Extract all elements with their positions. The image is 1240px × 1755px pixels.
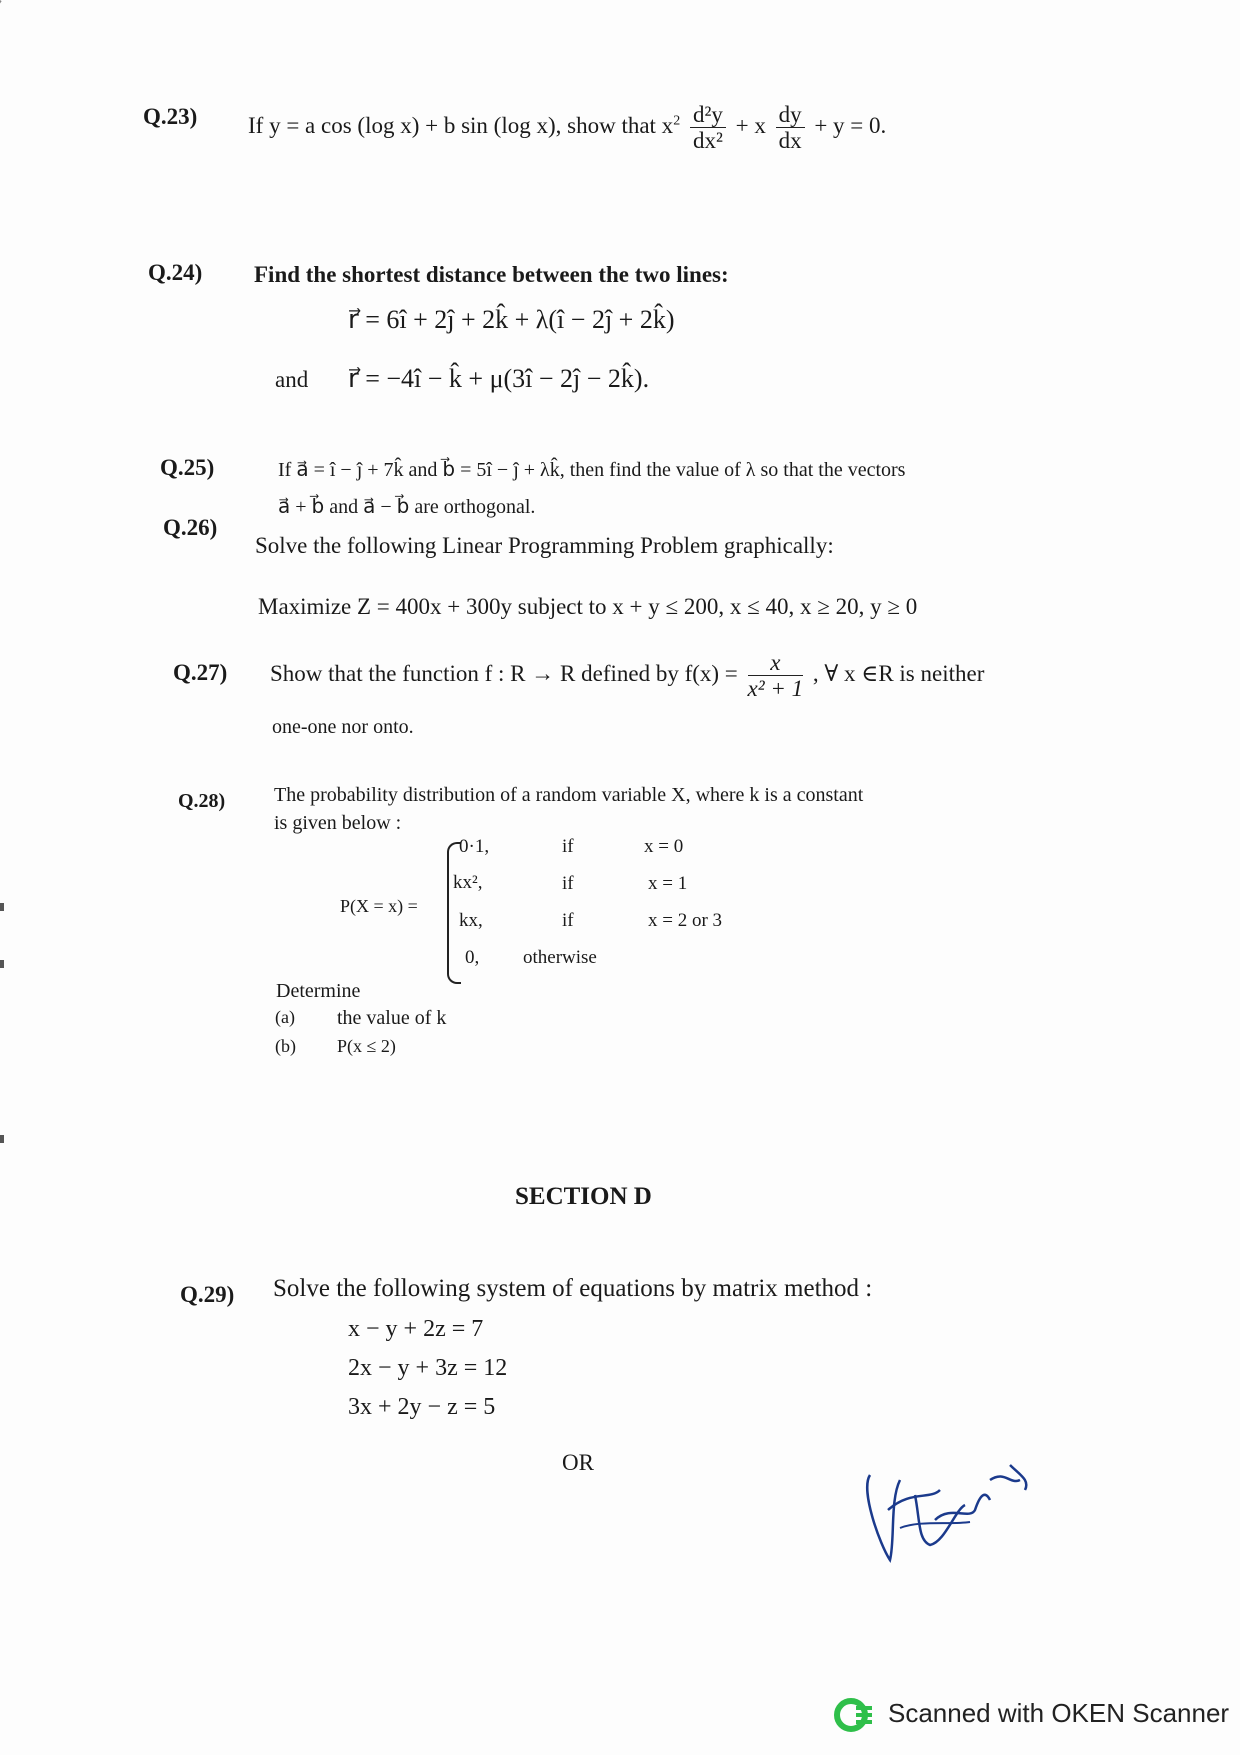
part-b-label: (b) [275, 1036, 296, 1056]
part-b-text: P(x ≤ 2) [337, 1036, 396, 1056]
pmf-value: 0·1, [459, 836, 490, 857]
pmf-condition: otherwise [523, 947, 597, 968]
question-text: Maximize Z = 400x + 300y subject to x + y ≤ 200, x ≤ 40, x ≥ 20, y ≥ 0 [258, 594, 918, 619]
pmf-condition: if [562, 836, 574, 857]
question-number: Q.25) [160, 455, 215, 480]
scanner-watermark: Scanned with OKEN Scanner [888, 1698, 1230, 1728]
equation-1: x − y + 2z = 7 [348, 1316, 484, 1342]
fraction: $\frac{x}{\text{x² + 1}}$ [747, 650, 804, 702]
question-text: one-one nor onto. [272, 716, 414, 738]
scan-edge-mark [0, 960, 4, 968]
scan-edge-mark [0, 903, 4, 911]
question-text: If y = a cos (log x) + b sin (log x), show that $x^2$ $\frac{\text{d²y}}{\text{dx²}}$ + x $\frac{dy}{dx}$ + y = 0. [248, 102, 887, 154]
pmf-lhs: P(X = x) = [340, 896, 418, 916]
question-number: Q.26) [163, 515, 218, 540]
or-label: OR [562, 1450, 594, 1475]
pmf-x: x = 0 [644, 836, 684, 857]
scan-edge-line [0, 0, 2, 34]
question-number: Q.29) [180, 1282, 235, 1307]
fraction: $\frac{dy}{dx}$ [776, 102, 805, 154]
pmf-x: x = 1 [648, 873, 688, 894]
equation-line-1: r⃗ = 6î + 2ĵ + 2k̂ + λ(î − 2ĵ + 2k̂) [348, 305, 675, 334]
question-number: Q.24) [148, 260, 203, 285]
question-text: If a⃗ = î − ĵ + 7k̂ and b⃗ = 5î − ĵ + λk̂, then find the value of λ so that the vectors [278, 459, 906, 481]
pmf-value: kx², [453, 872, 483, 893]
question-number: Q.28) [178, 790, 226, 812]
handwritten-signature [860, 1450, 1040, 1570]
question-number: Q.27) [173, 660, 228, 685]
question-number: Q.23) [143, 104, 198, 129]
pmf-condition: if [562, 910, 574, 931]
scan-edge-mark [0, 1135, 4, 1143]
question-text: Solve the following system of equations by matrix method : [273, 1275, 873, 1302]
question-text: is given below : [274, 812, 402, 834]
fraction: $\frac{\text{d²y}}{\text{dx²}}$ [690, 102, 726, 154]
section-heading: SECTION D [515, 1183, 652, 1210]
oken-scanner-logo-icon [834, 1696, 874, 1734]
and-label: and [275, 367, 309, 392]
determine-label: Determine [276, 980, 361, 1002]
equation-line-2: r⃗ = −4î − k̂ + μ(3î − 2ĵ − 2k̂). [348, 364, 650, 393]
question-text: a⃗ + b⃗ and a⃗ − b⃗ are orthogonal. [278, 496, 536, 518]
question-text: Show that the function f : R → R defined by f(x) = $\frac{x}{\text{x² + 1}}$ , ∀ x ∈R is neither [270, 650, 985, 702]
question-text: Solve the following Linear Programming Problem graphically: [255, 533, 834, 558]
pmf-x: x = 2 or 3 [648, 910, 723, 931]
question-text: Find the shortest distance between the two lines: [254, 262, 729, 287]
question-text: The probability distribution of a random variable X, where k is a constant [274, 784, 864, 806]
pmf-value: 0, [465, 947, 480, 968]
part-a-text: the value of k [337, 1007, 447, 1029]
pmf-condition: if [562, 873, 574, 894]
part-a-label: (a) [275, 1007, 295, 1027]
equation-2: 2x − y + 3z = 12 [348, 1355, 508, 1381]
pmf-value: kx, [459, 910, 483, 931]
equation-3: 3x + 2y − z = 5 [348, 1394, 496, 1420]
